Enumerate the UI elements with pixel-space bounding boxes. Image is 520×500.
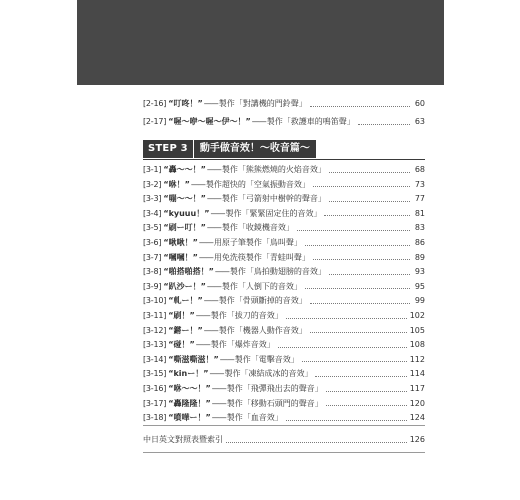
entry-description: 製作「緊緊固定住的音效」 [225,208,322,218]
toc-entry [143,207,425,221]
entry-dash: —— [195,311,210,320]
entry-page: 102 [409,311,425,320]
entry-sound: “轟～～！” [163,165,206,174]
dot-leader [305,245,410,246]
entry-code: [3-18] [143,413,167,423]
entry-page: 73 [414,179,425,189]
dot-leader [324,215,410,216]
entry-description: 製作「對講機的門鈴聲」 [218,99,307,108]
entry-description: 製作「移動石頭門的聲音」 [226,398,323,408]
entry-description: 製作超快的「空氣振動音效」 [205,179,310,189]
entry-description: 製作「人倒下的音效」 [221,281,302,291]
entry-dash: —— [211,398,226,408]
entry-sound: “咻！” [163,179,190,189]
dot-leader [358,124,410,125]
step-tag: STEP 3 [143,140,193,158]
dot-leader [329,201,410,202]
dot-leader [329,274,410,275]
entry-dash: —— [206,194,221,204]
toc-entry [143,115,425,129]
entry-page: 60 [414,99,425,108]
index-label: 中日英文對照表暨索引 [143,435,223,444]
entry-sound: “嘓嘓！” [163,252,198,262]
entry-code: [3-6] [143,238,162,247]
dot-leader [326,391,407,392]
toc-entry [143,178,425,192]
entry-code: [3-13] [143,340,167,350]
entry-code: [3-16] [143,384,167,393]
entry-description: 製作「收鏡機音效」 [221,223,294,233]
entry-sound: “刷！” [168,311,195,320]
dot-leader [313,186,410,187]
entry-dash: —— [210,208,225,218]
entry-sound: “轟隆隆！” [168,398,211,408]
entry-dash: —— [206,281,221,291]
dot-leader [310,332,407,333]
entry-page: 81 [414,208,425,218]
entry-description: 製作「熊熊燃燒的火焰音效」 [221,165,326,174]
entry-dash: —— [190,179,205,189]
entry-page: 77 [414,194,425,204]
toc-entry [143,324,425,338]
entry-sound: “嘣～～！” [163,194,206,204]
entry-description: 用原子筆製作「鳥叫聲」 [213,238,302,247]
entry-dash: —— [203,99,218,108]
toc-entry [143,411,425,425]
entry-sound: “噴嘩ー！” [168,413,211,423]
dot-leader [329,172,410,173]
entry-page: 89 [414,252,425,262]
entry-page: 93 [414,267,425,277]
entry-description: 製作「機器人動作音效」 [218,325,307,335]
entry-sound: “刷ー叮！” [163,223,206,233]
entry-page: 114 [409,369,425,379]
entry-description: 製作「弓箭射中樹幹的聲音」 [221,194,326,204]
entry-page: 68 [414,165,425,174]
toc-entry [143,338,425,352]
entry-description: 製作「骨頭斷掉的音效」 [218,296,307,306]
entry-code: [3-12] [143,325,167,335]
entry-sound: “鏘ー！” [168,325,203,335]
entry-description: 製作「爆炸音效」 [210,340,275,350]
dot-leader [315,376,406,377]
dot-leader [278,347,407,348]
toc-entry [143,265,425,279]
entry-code: [2-17] [143,117,167,126]
dot-leader [226,442,407,443]
entry-dash: —— [195,340,210,350]
entry-dash: —— [206,223,221,233]
toc-entry [143,192,425,206]
index-bottom-rule [143,452,425,453]
entry-dash: —— [219,354,234,364]
step-title: 動手做音效！～收音篇～ [194,140,316,158]
entry-dash: —— [198,238,213,247]
entry-code: [3-15] [143,369,167,379]
entry-description: 製作「救護車的鳴笛聲」 [266,117,355,126]
entry-page: 83 [414,223,425,233]
entry-code: [3-2] [143,179,162,189]
entry-description: 製作「拔刀的音效」 [210,311,283,320]
entry-code: [3-14] [143,354,167,364]
entry-page: 95 [414,281,425,291]
entry-sound: “kyuuu！” [163,208,210,218]
entry-sound: “喔～咿～喔～伊～！” [168,117,251,126]
dot-leader [297,230,410,231]
dot-leader [310,303,410,304]
entry-code: [3-11] [143,311,167,320]
entry-description: 用免洗筷製作「青蛙叫聲」 [213,252,310,262]
entry-dash: —— [211,413,226,423]
entry-sound: “咻～～！” [168,384,211,393]
toc-entry [143,251,425,265]
toc-entry [143,97,425,111]
dot-leader [286,318,407,319]
entry-page: 117 [409,384,425,393]
entry-code: [3-10] [143,296,167,306]
entry-code: [3-17] [143,398,167,408]
entry-page: 120 [409,398,425,408]
entry-code: [3-4] [143,208,162,218]
entry-description: 製作「電擊音效」 [234,354,299,364]
index-top-rule [143,425,425,426]
entry-code: [3-3] [143,194,162,204]
entry-code: [3-8] [143,267,162,277]
entry-description: 製作「飛彈飛出去的聲音」 [226,384,323,393]
toc-entry [143,221,425,235]
toc-entry [143,397,425,411]
dot-leader [286,420,407,421]
entry-code: [3-1] [143,165,162,174]
entry-dash: —— [203,296,218,306]
entry-page: 108 [409,340,425,350]
entry-sound: “啪搭啪搭！” [163,267,214,277]
entry-dash: —— [251,117,266,126]
entry-dash: —— [214,267,229,277]
entry-page: 124 [409,413,425,423]
toc-entry [143,353,425,367]
entry-code: [2-16] [143,99,167,108]
entry-code: [3-5] [143,223,162,233]
dot-leader [305,288,410,289]
toc-entry [143,382,425,396]
entry-sound: “嘶滋嘶滋！” [168,354,219,364]
dot-leader [302,361,407,362]
dot-leader [310,106,410,107]
entry-code: [3-7] [143,252,162,262]
toc-entry [143,236,425,250]
entry-page: 86 [414,238,425,247]
entry-sound: “碰！” [168,340,195,350]
step-heading [143,140,425,158]
index-page: 126 [409,435,425,444]
entry-description: 製作「鳥拍動翅膀的音效」 [229,267,326,277]
toc-entry [143,163,425,177]
index-entry [143,433,425,447]
entry-description: 製作「凍結成冰的音效」 [224,369,313,379]
entry-sound: “趴沙ー！” [163,281,206,291]
entry-dash: —— [209,369,224,379]
entry-page: 112 [409,354,425,364]
entry-sound: “叮咚！” [168,99,203,108]
entry-page: 99 [414,296,425,306]
dot-leader [326,405,407,406]
entry-description: 製作「血音效」 [226,413,283,423]
entry-dash: —— [206,165,221,174]
header-band [77,0,444,85]
toc-entry [143,294,425,308]
toc-entry [143,309,425,323]
dot-leader [313,259,410,260]
entry-dash: —— [203,325,218,335]
entry-sound: “啾啾！” [163,238,198,247]
entry-code: [3-9] [143,281,162,291]
toc-entry [143,280,425,294]
entry-sound: “kinー！” [168,369,209,379]
step-underline [143,159,425,160]
entry-dash: —— [211,384,226,393]
toc-page [77,0,444,500]
entry-dash: —— [198,252,213,262]
entry-page: 105 [409,325,425,335]
entry-page: 63 [414,117,425,126]
entry-sound: “軋ー！” [168,296,203,306]
toc-entry [143,367,425,381]
